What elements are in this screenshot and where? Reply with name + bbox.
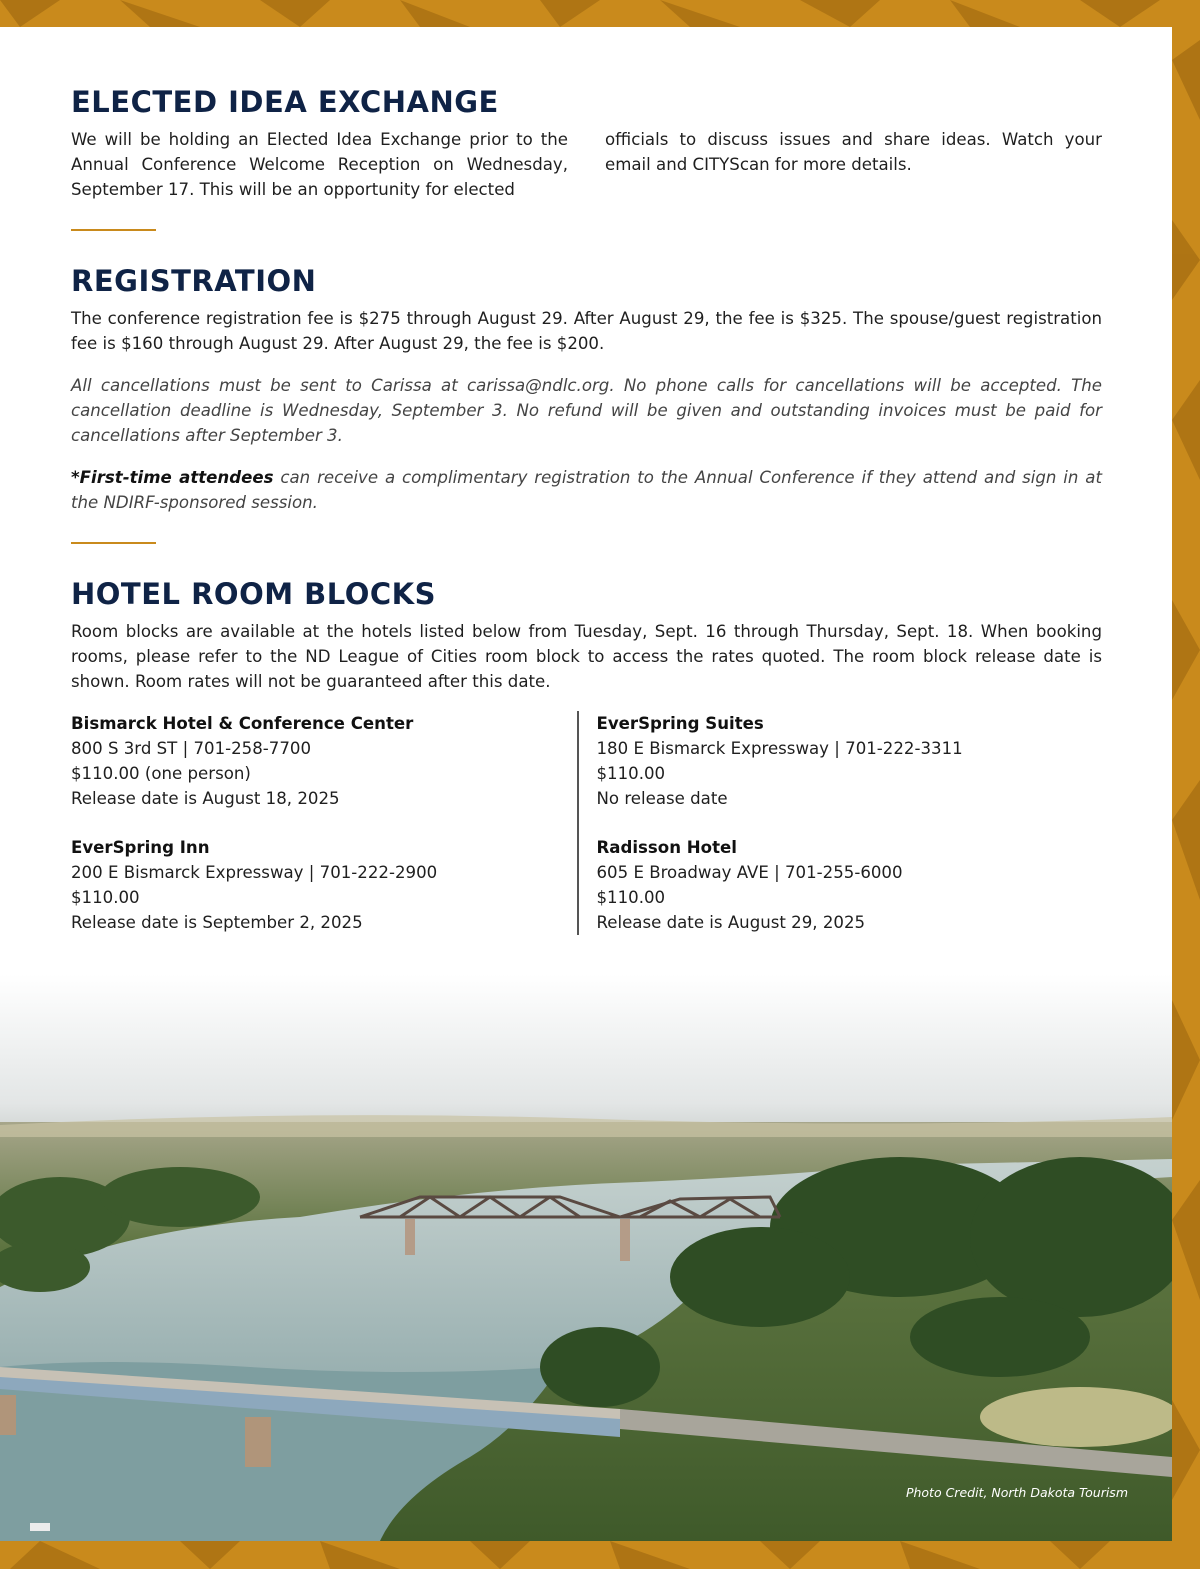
section-title: ELECTED IDEA EXCHANGE bbox=[71, 85, 499, 119]
hotel-rate: $110.00 (one person) bbox=[71, 764, 251, 783]
divider bbox=[71, 229, 156, 231]
first-time-text: can receive a complimentary registration to the Annual Conference if they attend and sign in at the NDIRF-sponsored session. bbox=[71, 468, 1102, 512]
cancellation-paragraph: All cancellations must be sent to Carissa at carissa@ndlc.org. No phone calls for cancellations will be accepted. The cancellation deadline is Wednesday, September 3. No refund will be given and outstanding invoices must be paid for cancellations after September 3. bbox=[71, 376, 1102, 445]
hotel-entry bbox=[71, 711, 577, 811]
hotel-name: Radisson Hotel bbox=[596, 838, 737, 857]
section-title: REGISTRATION bbox=[71, 264, 317, 298]
hotel-list bbox=[71, 711, 1102, 935]
river-bridge-photo bbox=[0, 897, 1172, 1541]
hotel-rate: $110.00 bbox=[71, 888, 140, 907]
hotel-rate: $110.00 bbox=[596, 888, 666, 907]
hotel-address: 200 E Bismarck Expressway | 701-222-2900 bbox=[71, 863, 438, 882]
landscape-illustration bbox=[0, 897, 1172, 1541]
hotel-name: EverSpring Inn bbox=[71, 838, 210, 857]
hotel-release: Release date is September 2, 2025 bbox=[71, 913, 363, 932]
first-time-label: *First-time attendees bbox=[71, 468, 274, 487]
two-column-text bbox=[71, 127, 1102, 202]
hotel-address: 180 E Bismarck Expressway | 701-222-3311 bbox=[596, 739, 963, 758]
paragraph-col2: officials to discuss issues and share ideas. Watch your email and CITYScan for more details. bbox=[605, 130, 1102, 174]
hotel-address: 800 S 3rd ST | 701-258-7700 bbox=[71, 739, 312, 758]
hotel-release: No release date bbox=[596, 789, 728, 808]
section-registration bbox=[71, 264, 1102, 515]
hotel-release: Release date is August 18, 2025 bbox=[71, 789, 340, 808]
section-title: HOTEL ROOM BLOCKS bbox=[71, 577, 437, 611]
fee-paragraph: The conference registration fee is $275 through August 29. After August 29, the fee is $325. The spouse/guest registration fee is $160 through August 29. After August 29, the fee is $200. bbox=[71, 309, 1102, 353]
hotel-column-right bbox=[577, 711, 1103, 935]
divider bbox=[71, 542, 156, 544]
first-time-paragraph bbox=[71, 465, 1102, 515]
hotel-entry bbox=[597, 711, 1103, 811]
hotel-name: EverSpring Suites bbox=[596, 714, 764, 733]
hotel-address: 605 E Broadway AVE | 701-255-6000 bbox=[596, 863, 903, 882]
hotel-column-left bbox=[71, 711, 577, 935]
hotel-entry bbox=[597, 835, 1103, 935]
hotel-release: Release date is August 29, 2025 bbox=[596, 913, 866, 932]
hotels-intro: Room blocks are available at the hotels listed below from Tuesday, Sept. 16 through Thursday, Sept. 18. When booking rooms, please refer to the ND League of Cities room block to access the rates quoted. The room block release date is shown. Room rates will not be guaranteed after this date. bbox=[71, 622, 1102, 691]
section-elected-idea-exchange bbox=[71, 85, 1102, 202]
section-hotel-room-blocks bbox=[71, 577, 1102, 935]
paragraph-col1: We will be holding an Elected Idea Exchange prior to the Annual Conference Welcome Reception on Wednesday, September 17. This will be an opportunity for elected bbox=[71, 130, 568, 199]
hotel-rate: $110.00 bbox=[596, 764, 666, 783]
hotel-name: Bismarck Hotel & Conference Center bbox=[71, 714, 414, 733]
photo-credit: Photo Credit, North Dakota Tourism bbox=[905, 1485, 1128, 1500]
page bbox=[0, 27, 1172, 1541]
hotel-entry bbox=[71, 835, 577, 935]
